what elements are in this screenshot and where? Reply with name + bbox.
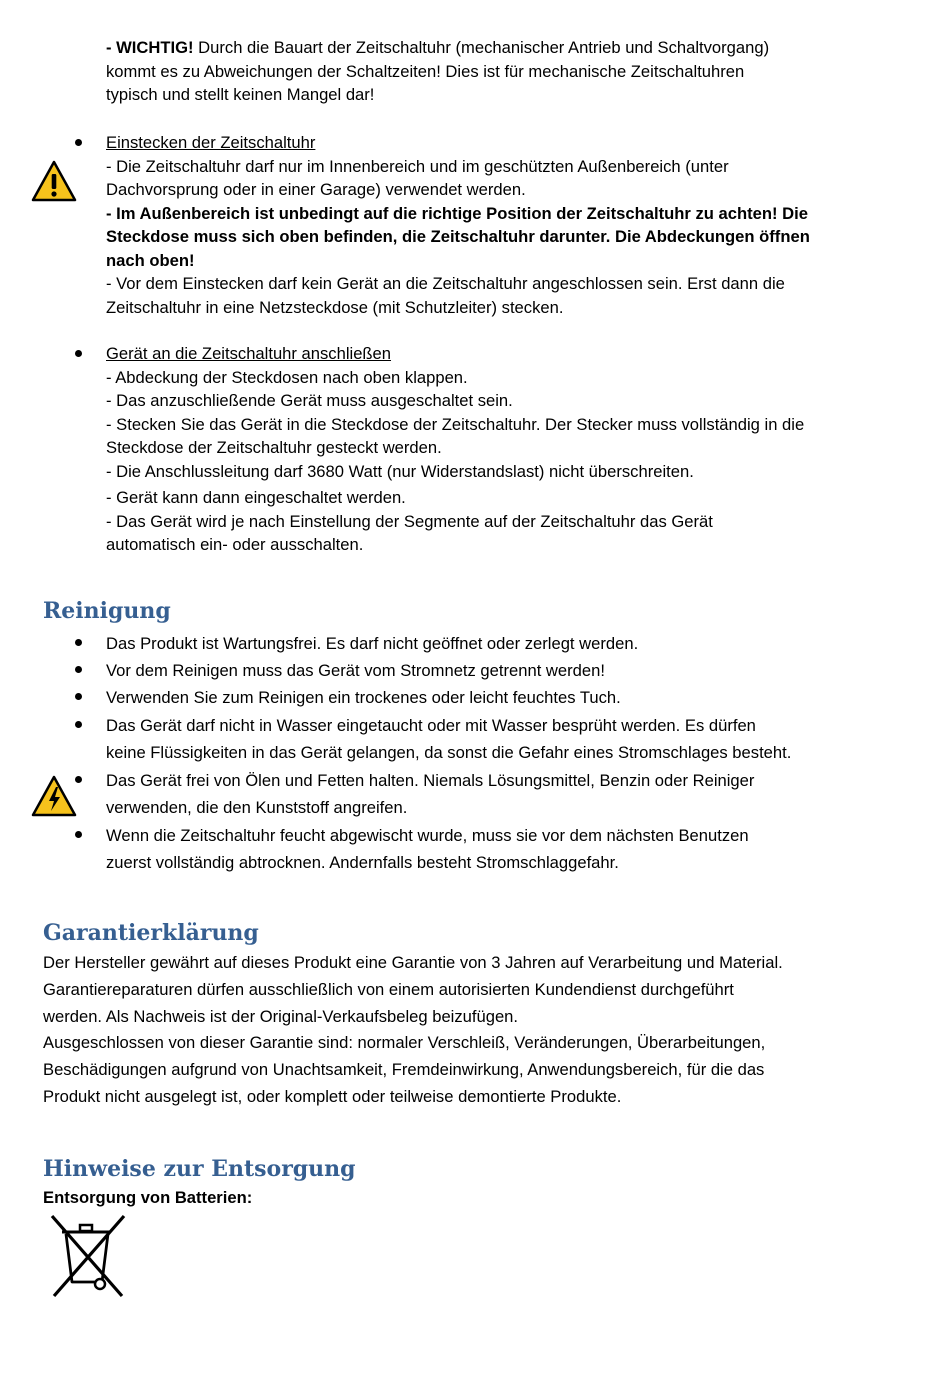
reinigung-item-2: Vor dem Reinigen muss das Gerät vom Stromnetz getrennt werden!	[106, 661, 605, 680]
wichtig-line-1: - WICHTIG! Durch die Bauart der Zeitschaltuhr (mechanischer Antrieb und Schaltvorgang)	[106, 38, 770, 57]
einstecken-line-3: - Vor dem Einstecken darf kein Gerät an die Zeitschaltuhr angeschlossen sein. Erst dann die	[106, 274, 785, 293]
anschliessen-line-5: - Die Anschlussleitung darf 3680 Watt (nur Widerstandslast) nicht überschreiten.	[106, 461, 694, 481]
bullet-reinigung-6	[75, 831, 82, 838]
anschliessen-line-6: - Gerät kann dann eingeschaltet werden.	[106, 488, 406, 507]
warning-triangle-icon	[31, 160, 77, 202]
wichtig-line-3: typisch und stellt keinen Mangel dar!	[106, 85, 375, 104]
einstecken-bold-1: - Im Außenbereich ist unbedingt auf die richtige Position der Zeitschaltuhr zu achten! Die	[106, 203, 808, 223]
wichtig-paragraph	[106, 36, 846, 107]
electric-hazard-icon	[31, 775, 77, 817]
entsorgung-subheading: Entsorgung von Batterien:	[43, 1188, 253, 1207]
einstecken-line-4: Zeitschaltuhr in eine Netzsteckdose (mit Schutzleiter) stecken.	[106, 297, 564, 317]
anschliessen-line-7: - Das Gerät wird je nach Einstellung der Segmente auf der Zeitschaltuhr das Gerät	[106, 511, 713, 531]
bullet-reinigung-4	[75, 721, 82, 728]
einstecken-bold-2: Steckdose muss sich oben befinden, die Zeitschaltuhr darunter. Die Abdeckungen öffnen	[106, 227, 810, 246]
entsorgung-heading: Hinweise zur Entsorgung	[43, 1156, 356, 1182]
reinigung-item-3: Verwenden Sie zum Reinigen ein trockenes oder leicht feuchtes Tuch.	[106, 688, 621, 707]
reinigung-item-1: Das Produkt ist Wartungsfrei. Es darf nicht geöffnet oder zerlegt werden.	[106, 634, 639, 653]
bullet-reinigung-2	[75, 666, 82, 673]
wichtig-line-2: kommt es zu Abweichungen der Schaltzeiten! Dies ist für mechanische Zeitschaltuhren	[106, 61, 745, 81]
anschliessen-line-2: - Das anzuschließende Gerät muss ausgeschaltet sein.	[106, 391, 513, 410]
garantie-paragraph: Der Hersteller gewährt auf dieses Produkt eine Garantie von 3 Jahren auf Verarbeitung und Material. Garantiereparaturen dürfen ausschließlich von einem autorisierten Kundendienst durchgeführt werden. Als Nachweis ist der Original-Verkaufsbeleg beizufügen. Ausgeschlossen von dieser Garantie sind: normaler Verschleiß, Veränderungen, Überarbeitungen, Beschädigungen aufgrund von Unachtsamkeit, Fremdeinwirkung, Anwendungsbereich, für die das Produkt nicht ausgelegt ist, oder komplett oder teilweise demontierte Produkte.	[43, 953, 783, 1106]
anschliessen-line-8: automatisch ein- oder ausschalten.	[106, 535, 364, 554]
bullet-reinigung-1	[75, 639, 82, 646]
anschliessen-line-1: - Abdeckung der Steckdosen nach oben klappen.	[106, 367, 468, 387]
bullet-reinigung-3	[75, 693, 82, 700]
anschliessen-title: Gerät an die Zeitschaltuhr anschließen	[106, 344, 392, 363]
crossed-out-bin-icon	[48, 1212, 128, 1300]
reinigung-item-6: Wenn die Zeitschaltuhr feucht abgewischt wurde, muss sie vor dem nächsten Benutzen zuerst vollständig abtrocknen. Andernfalls besteht Stromschlaggefahr.	[106, 826, 749, 872]
anschliessen-section	[106, 342, 846, 557]
anschliessen-line-3: - Stecken Sie das Gerät in die Steckdose der Zeitschaltuhr. Der Stecker muss vollständig in die	[106, 414, 805, 434]
reinigung-heading: Reinigung	[43, 598, 171, 624]
bullet-anschliessen	[75, 350, 82, 357]
anschliessen-line-4: Steckdose der Zeitschaltuhr gesteckt werden.	[106, 438, 442, 457]
einstecken-bold-3: nach oben!	[106, 250, 195, 270]
einstecken-title: Einstecken der Zeitschaltuhr	[106, 133, 316, 152]
reinigung-item-4: Das Gerät darf nicht in Wasser eingetaucht oder mit Wasser besprüht werden. Es dürfen keine Flüssigkeiten in das Gerät gelangen, da sonst die Gefahr eines Stromschlages besteht.	[106, 716, 792, 762]
einstecken-line-1: - Die Zeitschaltuhr darf nur im Innenbereich und im geschützten Außenbereich (unter	[106, 156, 729, 176]
einstecken-section	[106, 131, 846, 319]
reinigung-item-5: Das Gerät frei von Ölen und Fetten halten. Niemals Lösungsmittel, Benzin oder Reiniger verwenden, die den Kunststoff angreifen.	[106, 771, 755, 817]
garantie-heading: Garantierklärung	[43, 920, 259, 946]
einstecken-line-2: Dachvorsprung oder in einer Garage) verwendet werden.	[106, 180, 526, 199]
bullet-einstecken	[75, 139, 82, 146]
